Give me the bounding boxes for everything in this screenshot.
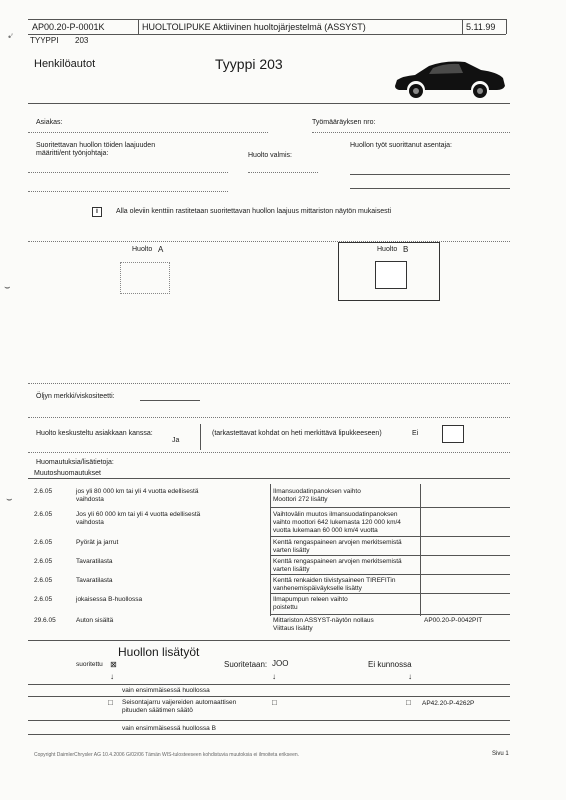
remarks-label: Huomautuksia/lisätietoja:	[36, 459, 114, 466]
ready-label: Huolto valmis:	[248, 152, 292, 159]
change-note: Vaihtovälin muutos ilmansuodatinpanoksen vaihto moottori 642 lukemasta 120 000 km/4 vuotta lukemaan 60 000 km/4 vuotta	[273, 511, 401, 534]
change-date: 2.6.05	[34, 539, 53, 546]
oil-label: Öljyn merkki/viskositeetti:	[36, 393, 115, 400]
item-ref: AP42.20-P-4262P	[422, 700, 475, 707]
changes-label: Muutoshuomautukset	[34, 470, 101, 477]
doc-code: AP00.20-P-0001K	[32, 22, 105, 32]
change-date: 2.6.05	[34, 558, 53, 565]
doc-date: 5.11.99	[466, 22, 496, 32]
change-condition: Tavaratilasta	[76, 558, 113, 565]
change-note: Ilmapumpun releen vaihto poistettu	[273, 596, 348, 611]
extra-title: Huollon lisätyöt	[118, 645, 200, 659]
item-ok-checkbox[interactable]: □	[406, 698, 411, 707]
info-icon: i	[92, 207, 102, 217]
ready-field[interactable]	[248, 172, 318, 173]
no-label: Ei	[412, 430, 419, 437]
service-a-checkbox[interactable]	[120, 262, 170, 294]
change-condition: jokaisessa B-huollossa	[76, 596, 143, 603]
customer-label: Asiakas:	[36, 119, 63, 126]
page-number: Sivu 1	[492, 751, 509, 757]
change-condition: Pyörät ja jarrut	[76, 539, 119, 546]
item-label: Seisontajarru vaijereiden automaattisen pituuden säätimen säätö	[122, 699, 237, 714]
done-checkbox[interactable]: ⊠	[110, 660, 117, 669]
change-date: 2.6.05	[34, 577, 53, 584]
no-checkbox[interactable]	[442, 425, 464, 443]
scan-mark: •′	[8, 32, 13, 42]
doc-title: HUOLTOLIPUKE Aktiivinen huoltojärjestelmä (ASSYST)	[142, 22, 366, 32]
item-done-checkbox[interactable]: □	[108, 698, 113, 707]
arrow-down-icon: ↓	[110, 672, 114, 681]
service-b-checkbox[interactable]	[375, 261, 407, 289]
customer-field[interactable]	[28, 132, 268, 133]
group-label: vain ensimmäisessä huollossa	[122, 687, 210, 694]
service-b-letter: B	[403, 245, 409, 254]
change-note: Ilmansuodatinpanoksen vaihto Moottori 272 lisätty	[273, 488, 361, 503]
change-note: Mittariston ASSYST-näytön nollaus Viittaus lisätty	[273, 617, 374, 632]
arrow-down-icon: ↓	[272, 672, 276, 681]
service-b-section	[338, 242, 440, 301]
copyright: Copyright DaimlerChrysler AG 10.4.2006 G/02/06 Tämän WIS-tulosteeseen kohdistuvia muutoksia ei ilmoiteta erikseen.	[34, 752, 300, 758]
change-note: Kenttä renkaiden tiivistysaineen TIREFITin vanhenemispäiväykselle lisätty	[273, 577, 396, 592]
done-label: suoritettu	[76, 661, 103, 668]
to-perform-label: Suoritetaan:	[224, 660, 268, 669]
checked-note: (tarkastettavat kohdat on heti merkittävä lipukkeeseen)	[212, 430, 382, 437]
arrow-down-icon: ↓	[408, 672, 412, 681]
item-perform-checkbox[interactable]: □	[272, 698, 277, 707]
model-title: Tyyppi 203	[215, 56, 283, 72]
change-date: 2.6.05	[34, 511, 53, 518]
type-label: TYYPPI	[30, 36, 59, 45]
scope-field[interactable]	[28, 172, 228, 173]
service-b-label: Huolto	[377, 246, 398, 253]
instruction-text: Alla oleviin kenttiin rastitetaan suoritettavan huollon laajuus mittariston näytön mukaisesti	[116, 208, 392, 215]
change-note: Kenttä rengaspaineen arvojen merkitsemistä varten lisätty	[273, 558, 402, 573]
ok-label: Ei kunnossa	[368, 660, 412, 669]
change-date: 2.6.05	[34, 488, 53, 495]
change-date: 2.6.05	[34, 596, 53, 603]
scan-mark: ⌣	[6, 494, 13, 505]
change-ref: AP00.20-P-0042PIT	[424, 617, 483, 624]
group-label: vain ensimmäisessä huollossa B	[122, 725, 216, 732]
change-condition: Tavaratilasta	[76, 577, 113, 584]
change-condition: Auton sisältä	[76, 617, 114, 624]
change-note: Kenttä rengaspaineen arvojen merkitsemistä varten lisätty	[273, 539, 402, 554]
change-date: 29.6.05	[34, 617, 56, 624]
type-value: 203	[75, 36, 89, 45]
discussed-label: Huolto keskusteltu asiakkaan kanssa:	[36, 430, 153, 437]
car-icon	[393, 58, 506, 100]
to-perform-value: JOO	[272, 659, 289, 668]
service-a-letter: A	[158, 245, 164, 254]
work-order-field[interactable]	[312, 132, 510, 133]
change-condition: Jos yli 60 000 km tai yli 4 vuotta edellisestä vaihdosta	[76, 511, 201, 526]
category-label: Henkilöautot	[34, 58, 96, 70]
change-condition: jos yli 80 000 km tai yli 4 vuotta edellisestä vaihdosta	[76, 488, 199, 503]
yes-label: Ja	[172, 437, 180, 444]
work-order-label: Työmääräyksen nro:	[312, 119, 376, 126]
scope-label: Suoritettavan huollon töiden laajuuden määritti/ent työnjohtaja:	[36, 142, 156, 157]
done-by-label: Huollon työt suorittanut asentaja:	[350, 142, 452, 149]
scan-mark: ⌣	[4, 282, 11, 293]
service-a-label: Huolto	[132, 246, 153, 253]
